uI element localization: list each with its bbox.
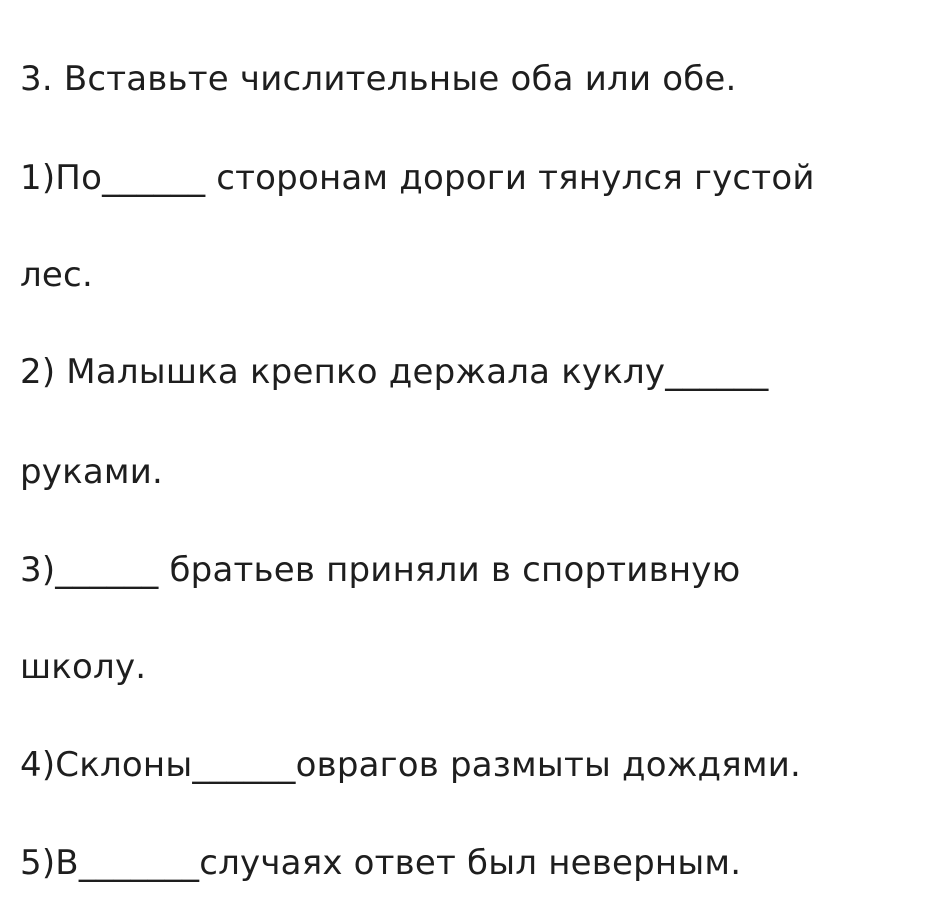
exercise-item-3-line-2: школу. (20, 647, 147, 687)
exercise-item-1-line-1: 1)По______ сторонам дороги тянулся густой (20, 158, 815, 198)
exercise-title: 3. Вставьте числительные оба или обе. (20, 59, 737, 99)
exercise-item-1-line-2: лес. (20, 255, 93, 295)
exercise-item-2-line-2: руками. (20, 452, 164, 492)
exercise-item-2-line-1: 2) Малышка крепко держала куклу______ (20, 352, 769, 392)
exercise-item-5: 5)В_______случаях ответ был неверным. (20, 843, 742, 883)
exercise-item-4: 4)Склоны______оврагов размыты дождями. (20, 745, 802, 785)
exercise-item-3-line-1: 3)______ братьев приняли в спортивную (20, 550, 741, 590)
